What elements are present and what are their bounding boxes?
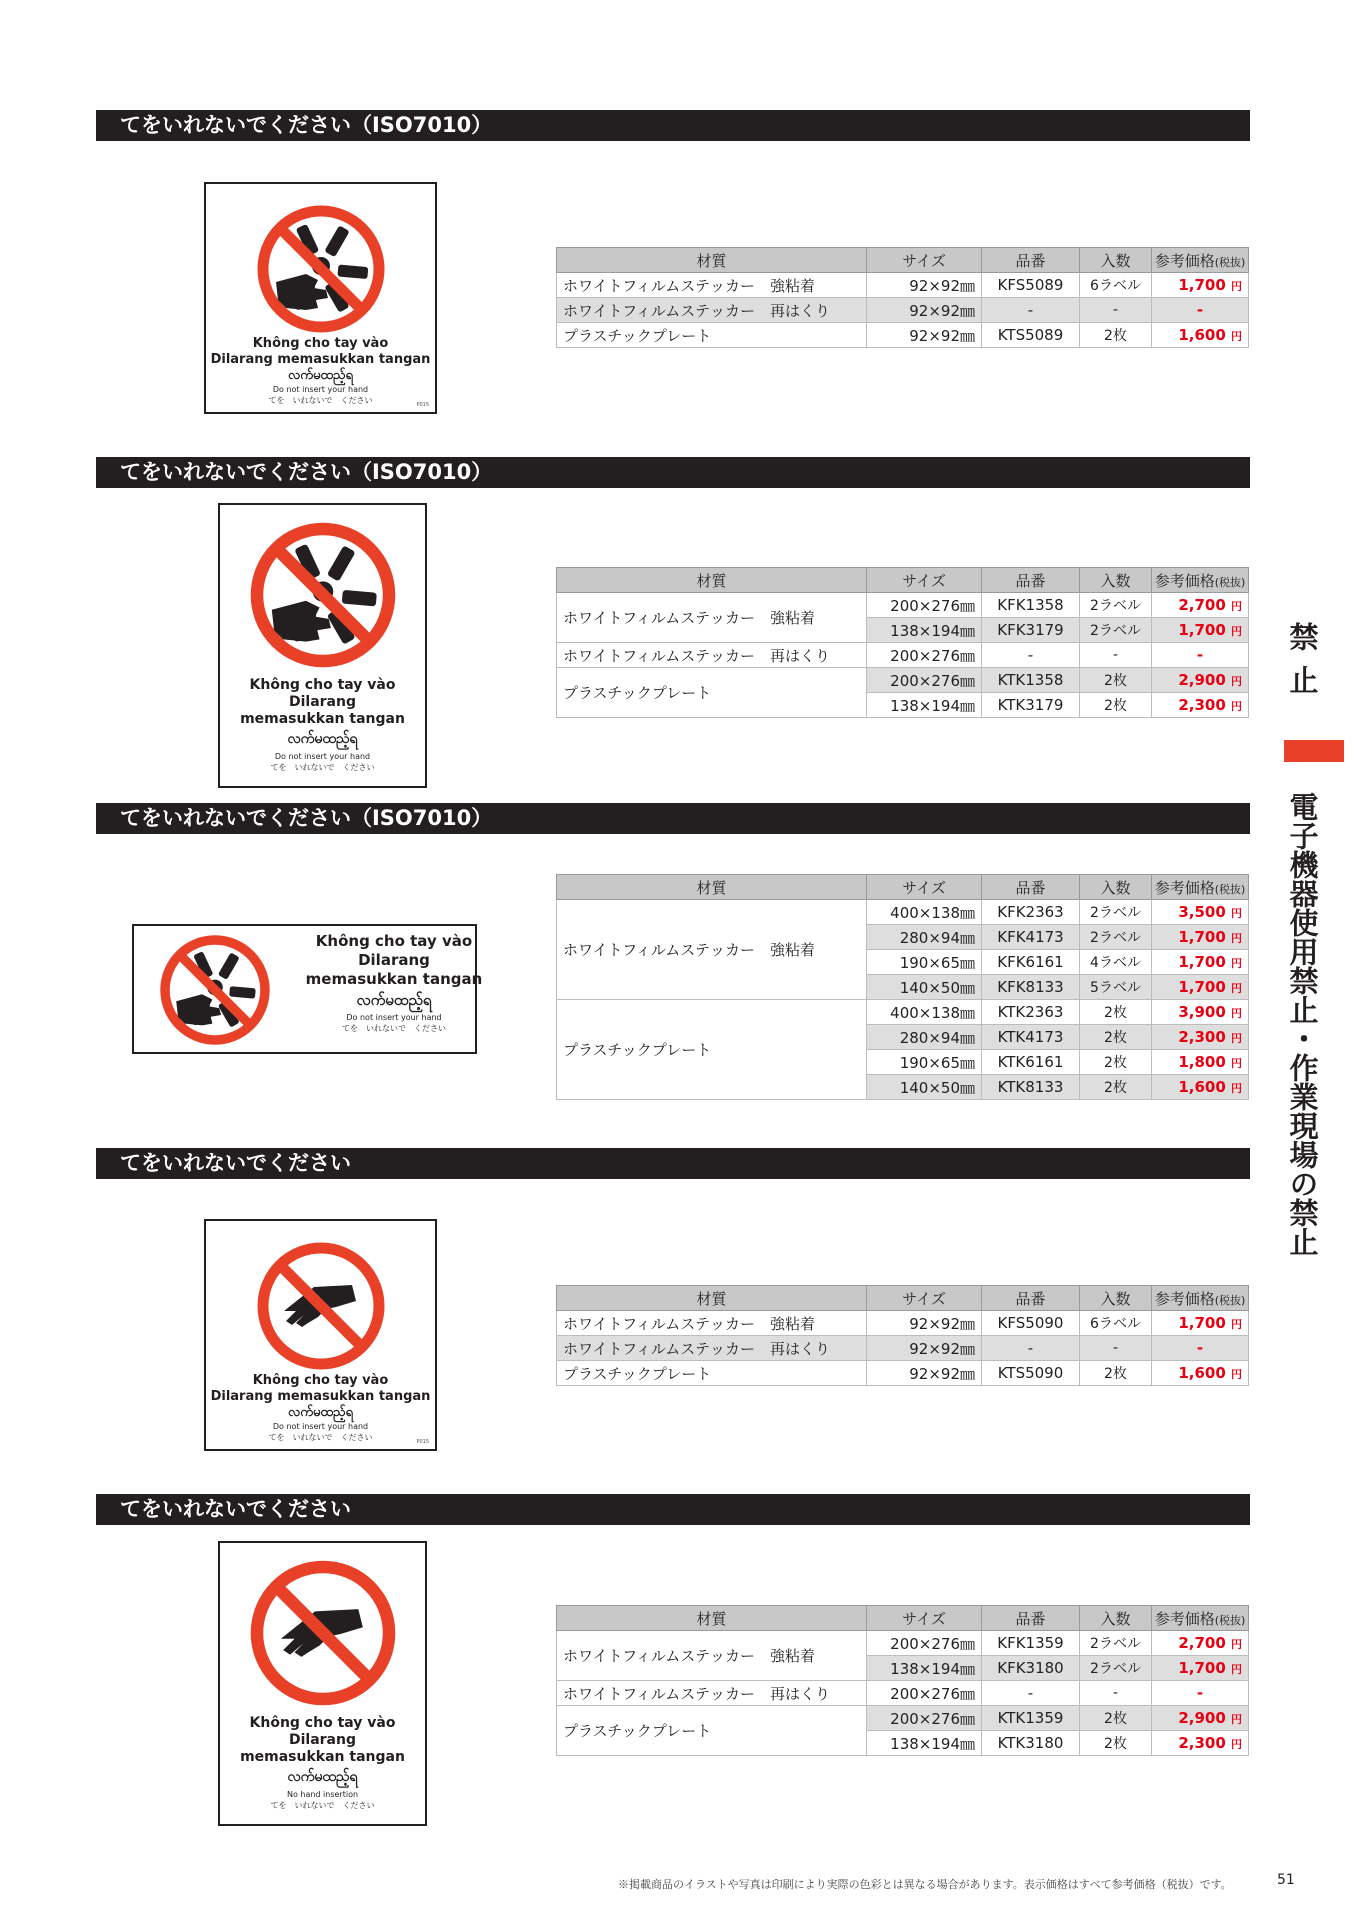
sign-text-english: Do not insert your hand [272, 1422, 369, 1431]
price-cell: 2,300 円 [1152, 1731, 1249, 1756]
product-code-cell: KFK1359 [982, 1631, 1080, 1656]
column-header: 品番 [982, 248, 1080, 273]
table-row [557, 1336, 1249, 1361]
material-cell: ホワイトフィルムステッカー 再はくり [557, 298, 867, 323]
spec-table [556, 1605, 1249, 1756]
size-cell: 92×92㎜ [867, 273, 982, 298]
side-index-subcategory [1282, 792, 1322, 1256]
price-cell: 2,900 円 [1152, 1706, 1249, 1731]
column-header: 入数 [1080, 568, 1152, 593]
table-row [557, 1706, 1249, 1731]
sign-text-myanmar: လက်မထည့်ရ [287, 1769, 358, 1785]
quantity-cell: 2ラベル [1080, 1656, 1152, 1681]
size-cell: 92×92㎜ [867, 323, 982, 348]
price-cell: - [1152, 298, 1249, 323]
table-row [557, 1681, 1249, 1706]
price-cell: 1,700 円 [1152, 925, 1249, 950]
spec-table [556, 567, 1249, 718]
price-cell: 3,900 円 [1152, 1000, 1249, 1025]
product-code-cell: KFS5089 [982, 273, 1080, 298]
table-row [557, 1311, 1249, 1336]
product-code-cell: KFK6161 [982, 950, 1080, 975]
material-cell: プラスチックプレート [557, 1361, 867, 1386]
column-header: 品番 [982, 875, 1080, 900]
column-header: 入数 [1080, 1286, 1152, 1311]
product-code-cell: KTK3179 [982, 693, 1080, 718]
quantity-cell: 2枚 [1080, 693, 1152, 718]
sign-text-vietnamese: Không cho tay vào [252, 336, 389, 351]
side-index-subcategory-text: 電子機器使用禁止・作業現場の禁止 [1285, 792, 1320, 1256]
column-header: 参考価格(税抜) [1152, 248, 1249, 273]
material-cell: ホワイトフィルムステッカー 強粘着 [557, 900, 867, 1000]
quantity-cell: 2ラベル [1080, 900, 1152, 925]
table-row [557, 323, 1249, 348]
quantity-cell: 2枚 [1080, 1025, 1152, 1050]
table-row [557, 1000, 1249, 1025]
side-index-category-text: 禁止 [1285, 622, 1320, 708]
product-code-cell: KTK8133 [982, 1075, 1080, 1100]
price-cell: 1,600 円 [1152, 1075, 1249, 1100]
price-cell: - [1152, 643, 1249, 668]
quantity-cell: 6ラベル [1080, 273, 1152, 298]
price-cell: 2,300 円 [1152, 693, 1249, 718]
sign-text-indonesian: Dilarang [288, 1732, 356, 1748]
quantity-cell: 2枚 [1080, 668, 1152, 693]
column-header: 品番 [982, 1286, 1080, 1311]
column-header: 入数 [1080, 248, 1152, 273]
quantity-cell: - [1080, 643, 1152, 668]
section-title: てをいれないでください（ISO7010） [96, 110, 1250, 141]
material-cell: ホワイトフィルムステッカー 強粘着 [557, 273, 867, 298]
column-header: 材質 [557, 1286, 867, 1311]
product-code-cell: KFS5090 [982, 1311, 1080, 1336]
sign-image [204, 182, 437, 414]
sign-text-english: Do not insert your hand [274, 752, 371, 761]
size-cell: 92×92㎜ [867, 1361, 982, 1386]
sign-code: P015 [416, 1439, 429, 1445]
spec-table [556, 1285, 1249, 1386]
price-cell: 2,900 円 [1152, 668, 1249, 693]
product-code-cell: KFK3180 [982, 1656, 1080, 1681]
size-cell: 200×276㎜ [867, 643, 982, 668]
product-code-cell: KFK2363 [982, 900, 1080, 925]
column-header: 参考価格(税抜) [1152, 1286, 1249, 1311]
column-header: サイズ [867, 875, 982, 900]
quantity-cell: 2枚 [1080, 1050, 1152, 1075]
price-cell: 2,700 円 [1152, 593, 1249, 618]
column-header: 材質 [557, 875, 867, 900]
column-header: サイズ [867, 1286, 982, 1311]
sign-text-english: Do not insert your hand [272, 385, 369, 394]
sign-code: P015 [416, 402, 429, 408]
size-cell: 190×65㎜ [867, 950, 982, 975]
sign-text-myanmar: လက်မထည့်ရ [287, 731, 358, 747]
size-cell: 92×92㎜ [867, 1311, 982, 1336]
price-cell: 1,600 円 [1152, 323, 1249, 348]
column-header: 入数 [1080, 875, 1152, 900]
price-cell: 1,600 円 [1152, 1361, 1249, 1386]
sign-text-indonesian: Dilarang memasukkan tangan [210, 352, 431, 367]
size-cell: 138×194㎜ [867, 1656, 982, 1681]
quantity-cell: 2枚 [1080, 1361, 1152, 1386]
no-hand-gear-icon [249, 521, 397, 669]
column-header: 入数 [1080, 1606, 1152, 1631]
size-cell: 138×194㎜ [867, 1731, 982, 1756]
sign-text-indonesian-2: memasukkan tangan [305, 970, 483, 988]
column-header: 品番 [982, 568, 1080, 593]
material-cell: プラスチックプレート [557, 1000, 867, 1100]
material-cell: ホワイトフィルムステッカー 強粘着 [557, 1311, 867, 1336]
page-number: 51 [1277, 1872, 1295, 1888]
price-cell: 2,700 円 [1152, 1631, 1249, 1656]
sign-image [218, 503, 427, 788]
material-cell: プラスチックプレート [557, 1706, 867, 1756]
table-row [557, 900, 1249, 925]
column-header: 品番 [982, 1606, 1080, 1631]
quantity-cell: 2枚 [1080, 1000, 1152, 1025]
size-cell: 138×194㎜ [867, 693, 982, 718]
price-cell: 1,700 円 [1152, 618, 1249, 643]
column-header: 材質 [557, 248, 867, 273]
table-header-row [557, 1286, 1249, 1311]
price-cell: 3,500 円 [1152, 900, 1249, 925]
table-row [557, 273, 1249, 298]
section-title: てをいれないでください [96, 1148, 1250, 1179]
quantity-cell: - [1080, 1681, 1152, 1706]
quantity-cell: 2ラベル [1080, 1631, 1152, 1656]
side-index-category [1282, 622, 1322, 708]
product-code-cell: - [982, 298, 1080, 323]
product-code-cell: KFK1358 [982, 593, 1080, 618]
size-cell: 92×92㎜ [867, 1336, 982, 1361]
section-title: てをいれないでください [96, 1494, 1250, 1525]
quantity-cell: 2枚 [1080, 323, 1152, 348]
column-header: 参考価格(税抜) [1152, 875, 1249, 900]
quantity-cell: 2ラベル [1080, 925, 1152, 950]
side-index-marker [1284, 740, 1344, 762]
size-cell: 200×276㎜ [867, 1706, 982, 1731]
no-hand-gear-icon [159, 934, 271, 1046]
material-cell: ホワイトフィルムステッカー 強粘着 [557, 1631, 867, 1681]
sign-text-vietnamese: Không cho tay vào [249, 677, 396, 693]
sign-text-english: Do not insert your hand [346, 1013, 442, 1022]
table-row [557, 298, 1249, 323]
size-cell: 280×94㎜ [867, 925, 982, 950]
column-header: サイズ [867, 248, 982, 273]
quantity-cell: 2枚 [1080, 1706, 1152, 1731]
quantity-cell: 2ラベル [1080, 593, 1152, 618]
product-code-cell: KTK4173 [982, 1025, 1080, 1050]
table-header-row [557, 568, 1249, 593]
price-cell: 1,700 円 [1152, 1311, 1249, 1336]
product-code-cell: - [982, 1336, 1080, 1361]
sign-text-indonesian-2: memasukkan tangan [240, 711, 405, 727]
product-code-cell: - [982, 1681, 1080, 1706]
size-cell: 200×276㎜ [867, 1681, 982, 1706]
sign-text-indonesian-2: memasukkan tangan [240, 1749, 405, 1765]
column-header: 材質 [557, 568, 867, 593]
material-cell: ホワイトフィルムステッカー 再はくり [557, 1336, 867, 1361]
no-hand-icon [249, 1559, 397, 1707]
product-code-cell: KFK4173 [982, 925, 1080, 950]
sign-text-indonesian: Dilarang memasukkan tangan [210, 1389, 431, 1404]
quantity-cell: - [1080, 298, 1152, 323]
size-cell: 92×92㎜ [867, 298, 982, 323]
product-code-cell: KTK2363 [982, 1000, 1080, 1025]
table-row [557, 1631, 1249, 1656]
table-row [557, 643, 1249, 668]
quantity-cell: 6ラベル [1080, 1311, 1152, 1336]
column-header: サイズ [867, 1606, 982, 1631]
size-cell: 200×276㎜ [867, 668, 982, 693]
product-code-cell: KTK1358 [982, 668, 1080, 693]
sign-text-japanese: てを いれないで ください [342, 1024, 446, 1033]
quantity-cell: 2ラベル [1080, 618, 1152, 643]
sign-image [218, 1541, 427, 1826]
sign-text-english: No hand insertion [286, 1790, 359, 1799]
size-cell: 140×50㎜ [867, 1075, 982, 1100]
material-cell: ホワイトフィルムステッカー 再はくり [557, 643, 867, 668]
table-row [557, 1361, 1249, 1386]
product-code-cell: KTK3180 [982, 1731, 1080, 1756]
size-cell: 400×138㎜ [867, 900, 982, 925]
table-header-row [557, 248, 1249, 273]
quantity-cell: - [1080, 1336, 1152, 1361]
sign-text-myanmar: လက်မထည့်ရ [356, 991, 432, 1009]
sign-text-indonesian: Dilarang [358, 951, 430, 969]
quantity-cell: 4ラベル [1080, 950, 1152, 975]
sign-image [132, 924, 483, 1054]
table-header-row [557, 875, 1249, 900]
no-hand-gear-icon [256, 204, 386, 334]
size-cell: 190×65㎜ [867, 1050, 982, 1075]
product-code-cell: - [982, 643, 1080, 668]
column-header: 材質 [557, 1606, 867, 1631]
size-cell: 200×276㎜ [867, 1631, 982, 1656]
sign-text-japanese: てを いれないで ください [268, 396, 373, 405]
sign-text-myanmar: လက်မထည့်ရ [288, 1405, 353, 1420]
price-cell: 2,300 円 [1152, 1025, 1249, 1050]
product-code-cell: KTK1359 [982, 1706, 1080, 1731]
size-cell: 138×194㎜ [867, 618, 982, 643]
table-row [557, 593, 1249, 618]
product-code-cell: KTS5089 [982, 323, 1080, 348]
quantity-cell: 2枚 [1080, 1731, 1152, 1756]
price-cell: 1,800 円 [1152, 1050, 1249, 1075]
size-cell: 280×94㎜ [867, 1025, 982, 1050]
no-hand-icon [256, 1241, 386, 1371]
column-header: 参考価格(税抜) [1152, 1606, 1249, 1631]
product-code-cell: KTK6161 [982, 1050, 1080, 1075]
table-row [557, 668, 1249, 693]
size-cell: 140×50㎜ [867, 975, 982, 1000]
price-cell: 1,700 円 [1152, 950, 1249, 975]
sign-text-japanese: てを いれないで ください [270, 1801, 375, 1810]
sign-text-indonesian: Dilarang [288, 694, 356, 710]
spec-table [556, 247, 1249, 348]
price-cell: 1,700 円 [1152, 975, 1249, 1000]
sign-text-vietnamese: Không cho tay vào [249, 1715, 396, 1731]
section-title: てをいれないでください（ISO7010） [96, 457, 1250, 488]
size-cell: 200×276㎜ [867, 593, 982, 618]
footer-note: ※掲載商品のイラストや写真は印刷により実際の色彩とは異なる場合があります。表示価格はすべて参考価格（税抜）です。 [618, 1878, 1232, 1891]
product-code-cell: KFK8133 [982, 975, 1080, 1000]
column-header: サイズ [867, 568, 982, 593]
product-code-cell: KFK3179 [982, 618, 1080, 643]
material-cell: ホワイトフィルムステッカー 再はくり [557, 1681, 867, 1706]
sign-text-japanese: てを いれないで ください [268, 1433, 373, 1442]
price-cell: 1,700 円 [1152, 1656, 1249, 1681]
price-cell: - [1152, 1336, 1249, 1361]
quantity-cell: 2枚 [1080, 1075, 1152, 1100]
spec-table [556, 874, 1249, 1100]
sign-image [204, 1219, 437, 1451]
material-cell: プラスチックプレート [557, 323, 867, 348]
material-cell: ホワイトフィルムステッカー 強粘着 [557, 593, 867, 643]
price-cell: - [1152, 1681, 1249, 1706]
sign-text-myanmar: လက်မထည့်ရ [288, 368, 353, 383]
column-header: 参考価格(税抜) [1152, 568, 1249, 593]
quantity-cell: 5ラベル [1080, 975, 1152, 1000]
sign-text-vietnamese: Không cho tay vào [315, 932, 473, 950]
table-header-row [557, 1606, 1249, 1631]
section-title: てをいれないでください（ISO7010） [96, 803, 1250, 834]
price-cell: 1,700 円 [1152, 273, 1249, 298]
material-cell: プラスチックプレート [557, 668, 867, 718]
sign-text-vietnamese: Không cho tay vào [252, 1373, 389, 1388]
size-cell: 400×138㎜ [867, 1000, 982, 1025]
sign-text-japanese: てを いれないで ください [270, 763, 375, 772]
product-code-cell: KTS5090 [982, 1361, 1080, 1386]
